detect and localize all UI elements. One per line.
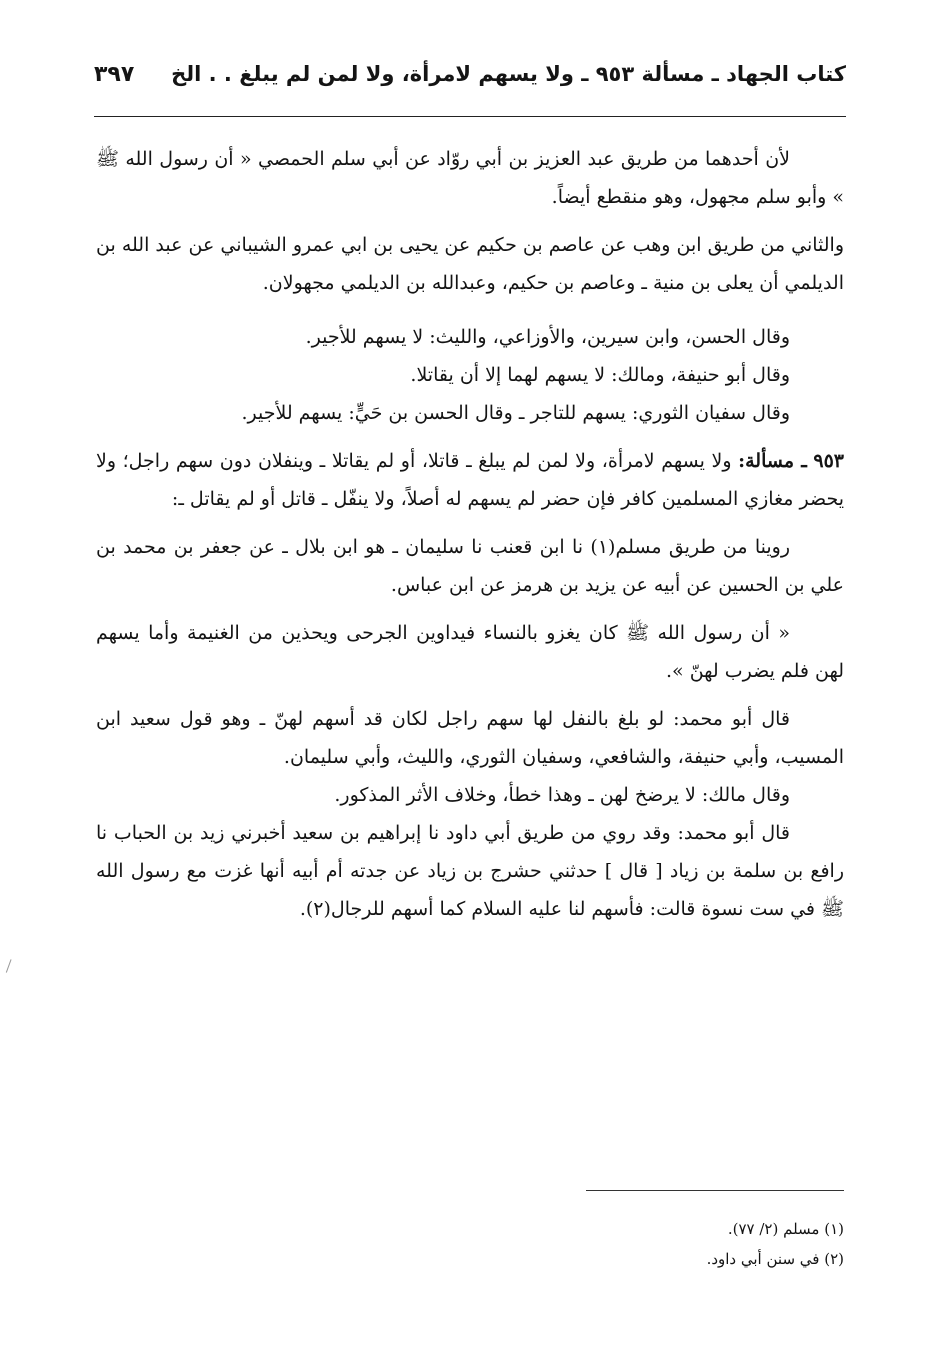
paragraph: والثاني من طريق ابن وهب عن عاصم بن حكيم عن يحيى بن ابي عمرو الشيباني عن عبد الله بن الديلمي أن يعلى بن منية ـ وعاصم بن حكيم، وعبدالله بن الديلمي مجهولان. bbox=[96, 234, 844, 294]
page-number: ٣٩٧ bbox=[94, 62, 135, 87]
paragraph: وقال الحسن، وابن سيرين، والأوزاعي، والليث: لا يسهم للأجير. bbox=[305, 326, 790, 348]
margin-mark bbox=[6, 959, 17, 975]
running-title: كتاب الجهاد ـ مسألة ٩٥٣ ـ ولا يسهم لامرأة، ولا لمن لم يبلغ . . الخ bbox=[171, 62, 846, 86]
paragraph: روينا من طريق مسلم(١) نا ابن قعنب نا سليمان ـ هو ابن بلال ـ عن جعفر بن محمد بن علي بن الحسين عن أبيه عن يزيد بن هرمز عن ابن عباس. bbox=[96, 536, 844, 596]
footnote: (١) مسلم (٢/ ٧٧). bbox=[727, 1220, 844, 1238]
header-rule bbox=[94, 116, 846, 117]
paragraph: وقال سفيان الثوري: يسهم للتاجر ـ وقال الحسن بن حَيٍّ: يسهم للأجير. bbox=[241, 402, 790, 424]
issue-text: ولا يسهم لامرأة، ولا لمن لم يبلغ ـ قاتلا، أو لم يقاتلا ـ وينفلان دون سهم راجل؛ ولا يحضر مغازي المسلمين كافر فإن حضر لم يسهم له أصلاً، ولا ينفّل ـ قاتل أو لم يقاتل ـ: bbox=[96, 450, 844, 510]
footnote: (٢) في سنن أبي داود. bbox=[706, 1250, 844, 1268]
paragraph: وقال مالك: لا يرضخ لهن ـ وهذا خطأ، وخلاف الأثر المذكور. bbox=[334, 784, 790, 806]
paragraph: وقال أبو حنيفة، ومالك: لا يسهم لهما إلا أن يقاتلا. bbox=[410, 364, 790, 386]
footnotes bbox=[244, 1214, 844, 1274]
paragraph: قال أبو محمد: لو بلغ بالنفل لها سهم راجل لكان قد أسهم لهنّ ـ وهو قول سعيد ابن المسيب، وأبي حنيفة، والشافعي، وسفيان الثوري، والليث، وأبي سليمان. bbox=[96, 708, 844, 768]
main-text bbox=[96, 140, 844, 938]
issue-number: ٩٥٣ bbox=[813, 450, 844, 472]
issue-paragraph bbox=[96, 442, 844, 518]
paragraph: قال أبو محمد: وقد روي من طريق أبي داود نا إبراهيم بن سعيد أخبرني زيد بن الحباب نا رافع بن سلمة بن زياد [ قال ] حدثني حشرج بن زياد عن جدته أم أبيه أنها غزت مع رسول الله ﷺ في ست نسوة قالت: فأسهم لنا عليه السلام كما أسهم للرجال(٢). bbox=[96, 822, 844, 920]
footnote-rule bbox=[586, 1190, 844, 1191]
issue-label: ـ مسألة: bbox=[738, 450, 807, 472]
paragraph: لأن أحدهما من طريق عبد العزيز بن أبي روّاد عن أبي سلم الحمصي « أن رسول الله ﷺ » وأبو سلم مجهول، وهو منقطع أيضاً. bbox=[96, 148, 844, 208]
hadith-paragraph: « أن رسول الله ﷺ كان يغزو بالنساء فيداوين الجرحى ويحذين من الغنيمة وأما يسهم لهن فلم يضرب لهنّ ». bbox=[96, 622, 844, 682]
page-header bbox=[94, 56, 846, 106]
